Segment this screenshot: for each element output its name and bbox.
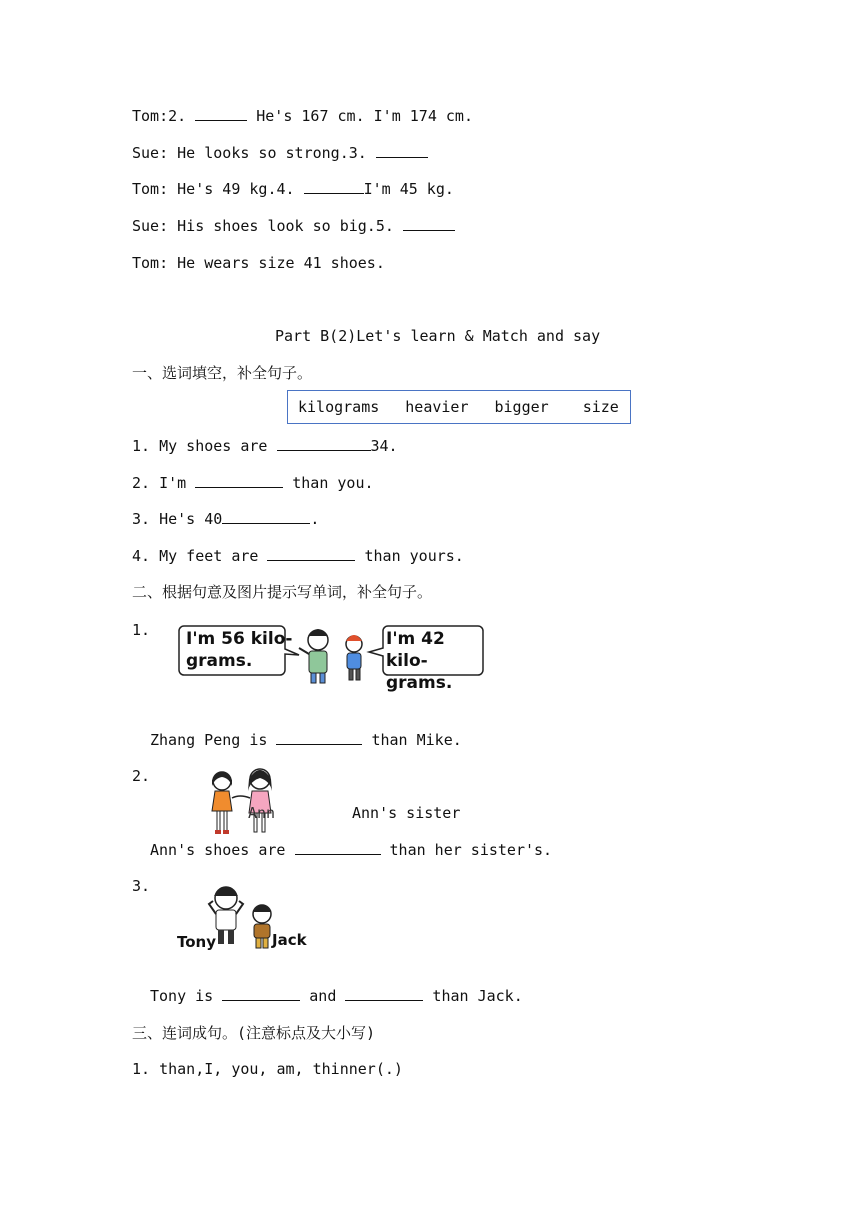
question-number: 3. bbox=[132, 877, 151, 895]
tony-label: Tony bbox=[177, 933, 217, 951]
item-text: 4. My feet are bbox=[132, 547, 268, 565]
answer-blank[interactable] bbox=[295, 840, 381, 855]
question-number: 1. bbox=[132, 621, 151, 639]
dialogue-text: Sue: He looks so strong.3. bbox=[132, 144, 376, 162]
dialogue-text: Tom: He wears size 41 shoes. bbox=[132, 254, 385, 272]
bubble-text: I'm 56 kilo- bbox=[186, 629, 293, 649]
word-bank-item: heavier bbox=[405, 398, 469, 416]
dialogue-line-2 bbox=[132, 106, 473, 126]
item-text: Tony is bbox=[150, 987, 223, 1005]
answer-blank[interactable] bbox=[267, 546, 355, 561]
dialogue-text: He's 167 cm. I'm 174 cm. bbox=[247, 107, 473, 125]
item-text: 2. I'm bbox=[132, 474, 196, 492]
q3-sentence bbox=[150, 986, 523, 1006]
answer-blank[interactable] bbox=[376, 143, 428, 158]
dialogue-line-5 bbox=[132, 216, 455, 236]
word-bank-item: bigger bbox=[494, 398, 549, 416]
item-text: than her sister's. bbox=[380, 841, 553, 859]
answer-blank[interactable] bbox=[304, 179, 364, 194]
part1-item-1 bbox=[132, 436, 398, 456]
answer-blank[interactable] bbox=[276, 730, 362, 745]
bubble-text: grams. bbox=[386, 673, 453, 693]
item-text: Ann's shoes are bbox=[150, 841, 295, 859]
q1-sentence bbox=[150, 730, 462, 750]
part3-item-1: 1. than,I, you, am, thinner(.) bbox=[132, 1060, 403, 1078]
item-text: than you. bbox=[283, 474, 374, 492]
word-bank bbox=[287, 390, 631, 424]
jack-label: Jack bbox=[272, 931, 307, 949]
ann-label: Ann bbox=[248, 804, 276, 822]
item-text: . bbox=[310, 510, 320, 528]
word-bank-item: size bbox=[582, 398, 619, 416]
weight-comparison-picture bbox=[178, 620, 484, 693]
item-text: 3. He's 40 bbox=[132, 510, 223, 528]
answer-blank[interactable] bbox=[403, 216, 455, 231]
answer-blank[interactable] bbox=[345, 986, 423, 1001]
answer-blank[interactable] bbox=[222, 509, 310, 524]
dialogue-line-4 bbox=[132, 179, 454, 199]
item-text: Zhang Peng is bbox=[150, 731, 277, 749]
dialogue-text: I'm 45 kg. bbox=[363, 180, 454, 198]
item-text: 34. bbox=[370, 437, 398, 455]
dialogue-text: Tom: He's 49 kg.4. bbox=[132, 180, 304, 198]
item-text: than Mike. bbox=[362, 731, 462, 749]
dialogue-text: Tom:2. bbox=[132, 107, 196, 125]
section-title: Part B(2)Let's learn & Match and say bbox=[275, 327, 601, 345]
item-text: than yours. bbox=[355, 547, 464, 565]
part3-heading: 三、连词成句。(注意标点及大小写) bbox=[132, 1024, 376, 1042]
q2-sentence bbox=[150, 840, 552, 860]
item-text: and bbox=[300, 987, 346, 1005]
word-bank-item: kilograms bbox=[298, 398, 380, 416]
answer-blank[interactable] bbox=[195, 106, 247, 121]
part1-item-2 bbox=[132, 473, 374, 493]
answer-blank[interactable] bbox=[277, 436, 371, 451]
part2-heading: 二、根据句意及图片提示写单词，补全句子。 bbox=[132, 583, 433, 601]
question-number: 2. bbox=[132, 767, 151, 785]
speech-bubble-left bbox=[186, 628, 292, 672]
speech-bubble-right bbox=[386, 628, 484, 694]
part1-item-4 bbox=[132, 546, 464, 566]
bubble-text: grams. bbox=[186, 651, 253, 671]
answer-blank[interactable] bbox=[222, 986, 300, 1001]
bubble-text: I'm 42 kilo- bbox=[386, 629, 445, 671]
answer-blank[interactable] bbox=[195, 473, 283, 488]
dialogue-text: Sue: His shoes look so big.5. bbox=[132, 217, 403, 235]
dialogue-line-6 bbox=[132, 253, 385, 273]
item-text: 1. My shoes are bbox=[132, 437, 277, 455]
item-text: than Jack. bbox=[423, 987, 523, 1005]
part1-heading: 一、选词填空，补全句子。 bbox=[132, 364, 313, 382]
ann-sister-label: Ann's sister bbox=[352, 804, 461, 822]
dialogue-line-3 bbox=[132, 143, 428, 163]
part1-item-3 bbox=[132, 509, 319, 529]
